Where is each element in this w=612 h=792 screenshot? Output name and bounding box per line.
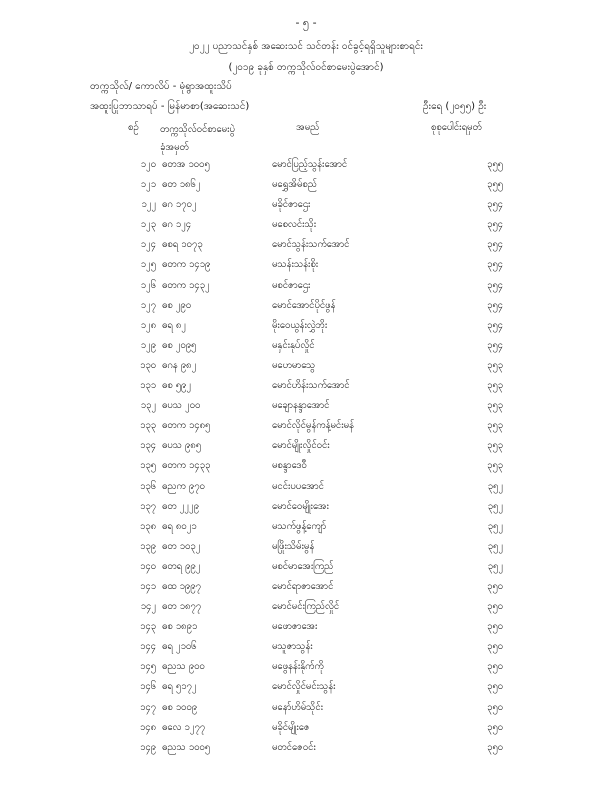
student-name-cell: မသက်ဖွန့်ကျော် <box>272 520 327 532</box>
header-serial-no: စဉ် <box>128 122 139 133</box>
student-name-cell: မောင်ရာဇာအောင် <box>272 580 334 592</box>
roll-number-cell: ဓစ ၂၉၀ <box>162 299 192 311</box>
table-row <box>0 435 612 455</box>
serial-no-cell: ၁၃၁ <box>139 380 156 392</box>
serial-no-cell: ၁၄၉ <box>139 741 156 753</box>
serial-no-cell: ၁၄၀ <box>139 560 156 572</box>
serial-no-cell: ၁၃၄ <box>139 440 156 452</box>
student-name-cell: မခိုင်မျိုးဇေ <box>272 721 310 733</box>
table-row <box>0 596 612 616</box>
student-name-cell: မောင်ဝေမျိုးအေး <box>272 500 329 512</box>
student-name-cell: မစေလင်းသိုး <box>272 219 317 231</box>
serial-no-cell: ၁၂၁ <box>140 179 156 191</box>
total-marks-cell: ၃၅၄ <box>486 279 503 291</box>
total-marks-cell: ၃၅၂ <box>487 540 503 552</box>
major-subject-line: အထူးပြုဘာသာရပ် - မြန်မာစာ(အဆေးသင်) <box>90 101 250 112</box>
student-name-cell: မောင်ဟိန်းသက်အောင် <box>272 380 350 392</box>
student-name-cell: မတင်ဇေဝင်း <box>272 741 316 753</box>
serial-no-cell: ၁၃၆ <box>139 480 156 492</box>
total-marks-cell: ၃၅၃ <box>486 440 503 452</box>
serial-no-cell: ၁၄၆ <box>139 681 156 693</box>
table-row <box>0 174 612 194</box>
roll-number-cell: ဓတက ၁၄၃၂ <box>162 279 210 291</box>
total-marks-cell: ၃၅၀ <box>486 721 503 733</box>
serial-no-cell: ၁၃၃ <box>139 420 156 432</box>
table-row <box>0 415 612 435</box>
roll-number-cell: ဓစ ၁၈၉၁ <box>162 621 198 633</box>
serial-no-cell: ၁၂၅ <box>140 259 156 271</box>
serial-no-cell: ၁၄၄ <box>139 641 156 653</box>
roll-number-cell: ဓစ ၁၀၀၉ <box>162 701 198 713</box>
serial-no-cell: ၁၄၁ <box>139 580 156 592</box>
student-name-cell: မိုးဝေယွန်းလွှဲဘိုး <box>272 319 328 331</box>
roll-number-cell: ဓတ ၁၈၇၇ <box>162 601 202 613</box>
student-name-cell: မနှင်းနုပ်လှိုင် <box>272 339 315 351</box>
total-marks-cell: ၃၅၄ <box>486 319 503 331</box>
roll-number-cell: ဓတ ၂၂၂၉ <box>162 500 199 512</box>
serial-no-cell: ၁၄၃ <box>139 621 156 633</box>
total-marks-cell: ၃၅၀ <box>486 701 503 713</box>
roll-number-cell: ဓစရ ၁၀၇၃ <box>162 239 203 251</box>
table-row <box>0 295 612 315</box>
student-name-cell: မောင်ပြည့်သွန်းအောင် <box>272 159 348 170</box>
student-name-cell: မောင်အောင်ပိုင်ဖွန် <box>272 299 336 311</box>
table-row <box>0 656 612 676</box>
roll-number-cell: ဓရ ၅၁၇၂ <box>162 681 197 693</box>
total-marks-cell: ၃၅၀ <box>486 741 503 753</box>
total-marks-cell: ၃၅၂ <box>487 500 503 512</box>
serial-no-cell: ၁၂၉ <box>140 339 156 351</box>
serial-no-cell: ၁၂၂ <box>141 199 156 211</box>
serial-no-cell: ၁၃၀ <box>139 359 156 371</box>
serial-no-cell: ၁၄၇ <box>139 701 156 713</box>
roll-number-cell: ဓညသ ၁၀၀၅ <box>162 741 211 753</box>
table-row <box>0 275 612 295</box>
student-name-cell: မဖောဇာအေး <box>272 621 318 633</box>
total-marks-cell: ၃၅၂ <box>487 520 503 532</box>
student-name-cell: မသန်းသန်းစိုး <box>272 259 319 271</box>
roll-number-cell: ဓစ ၂၀၉၅ <box>162 339 197 351</box>
table-row <box>0 697 612 717</box>
student-name-cell: မသူဇာသွန်း <box>272 641 313 653</box>
student-name-cell: မောင်သွန်းသက်အောင် <box>272 239 350 251</box>
table-row <box>0 154 612 174</box>
table-row <box>0 355 612 375</box>
total-marks-cell: ၃၅၄ <box>486 299 503 311</box>
student-name-cell: မရွှေအိမ်စည် <box>272 179 317 191</box>
roll-number-cell: ဓတအ ၁၀၀၅ <box>162 159 210 170</box>
roll-number-cell: ဓညသ ၉၀၀ <box>162 661 205 673</box>
serial-no-cell: ၁၃၂ <box>140 400 156 412</box>
serial-no-cell: ၁၂၇ <box>140 299 156 311</box>
serial-no-cell: ၁၂၄ <box>140 239 156 251</box>
table-row <box>0 194 612 214</box>
table-row <box>0 556 612 576</box>
roll-number-cell: ဓပသ ၂၀၀ <box>162 400 201 412</box>
header-name: အမည် <box>296 122 320 133</box>
header-roll-number <box>160 121 235 157</box>
total-marks-cell: ၃၅၀ <box>486 661 503 673</box>
table-row <box>0 616 612 636</box>
serial-no-cell: ၁၄၅ <box>139 661 156 673</box>
table-row <box>0 717 612 737</box>
roll-number-cell: ဓထ ၁၉၉၇ <box>162 580 201 592</box>
total-marks-cell: ၃၅၄ <box>486 219 503 231</box>
student-name-cell: မစင်ဇာဌေး <box>272 279 311 291</box>
table-row <box>0 476 612 496</box>
table-row <box>0 737 612 757</box>
roll-number-cell: ဓစ ၅၉၂ <box>162 380 192 392</box>
total-marks-cell: ၃၅၃ <box>486 359 503 371</box>
total-marks-cell: ၃၅၀ <box>486 681 503 693</box>
table-row <box>0 315 612 335</box>
roll-number-cell: ဓရ ၂၁၀၆ <box>162 641 197 653</box>
total-marks-cell: ၃၅၄ <box>486 199 503 211</box>
roll-number-cell: ဓတရ ၉၉၂ <box>162 560 201 572</box>
total-marks-cell: ၃၅၀ <box>486 621 503 633</box>
serial-no-cell: ၁၃၅ <box>139 460 156 472</box>
total-marks-cell: ၃၅၄ <box>486 339 503 351</box>
student-name-cell: မောင်လှိုင်မင်းသွန်း <box>272 681 336 693</box>
total-marks-cell: ၃၅၃ <box>486 420 503 432</box>
document-subtitle: (၂၀၁၉ ခုနှစ် တက္ကသိုလ်ဝင်စာမေးပွဲအောင်) <box>228 62 384 73</box>
table-row <box>0 395 612 415</box>
table-row <box>0 214 612 234</box>
serial-no-cell: ၁၂၈ <box>140 319 156 331</box>
table-row <box>0 536 612 556</box>
table-row <box>0 516 612 536</box>
roll-number-cell: ဓဂန ၉၈၂ <box>162 359 197 371</box>
document-title: ၂၀၂၂ ပညာသင်နှစ် အဆေးသင် သင်တန်း ဝင်ခွင့်ရရှိသူများစာရင်း <box>189 41 423 52</box>
table-row <box>0 455 612 475</box>
table-row <box>0 576 612 596</box>
student-name-cell: မဖြိုးသိမ်းမွန် <box>272 540 315 552</box>
total-marks-cell: ၃၅၃ <box>486 400 503 412</box>
serial-no-cell: ၁၃၇ <box>139 500 156 512</box>
results-table <box>0 154 612 757</box>
header-roll-number-line2: ခုံအမှတ် <box>160 142 189 153</box>
student-name-cell: မနော်ဟိမ်သိုင်း <box>272 701 323 713</box>
university-line: တက္ကသိုလ်/ ကောလိပ် - မုံရွာအထူးသိပ် <box>90 81 232 92</box>
student-name-cell: မောင်မျိုးလှိုင်ဝင်း <box>272 440 330 452</box>
roll-number-cell: ဓတက ၁၄၁၉ <box>162 259 211 271</box>
roll-number-cell: ဓညက ၉၇၀ <box>162 480 205 492</box>
serial-no-cell: ၁၂၀ <box>140 159 156 170</box>
serial-no-cell: ၁၂၆ <box>140 279 156 291</box>
roll-number-cell: ဓတက ၁၄၃၃ <box>162 460 211 472</box>
table-row <box>0 496 612 516</box>
roll-number-cell: ဓတ ၁၈၆၂ <box>162 179 201 191</box>
table-row <box>0 375 612 395</box>
student-name-cell: မငင်းပပအောင် <box>272 480 324 492</box>
roll-number-cell: ဓရ ၈၀၂၁ <box>162 520 197 532</box>
total-marks-cell: ၃၅၄ <box>486 259 503 271</box>
roll-number-cell: ဓလေ ၁၂၇၇ <box>162 721 206 733</box>
total-marks-cell: ၃၅၂ <box>487 560 503 572</box>
student-name-cell: မစင်မာအေးကြည် <box>272 560 334 572</box>
serial-no-cell: ၁၂၃ <box>140 219 156 231</box>
total-marks-cell: ၃၅၃ <box>486 460 503 472</box>
total-marks-cell: ၃၅၃ <box>486 380 503 392</box>
header-total-marks: စုစုပေါင်းရမှတ် <box>431 122 482 133</box>
table-row <box>0 335 612 355</box>
student-name-cell: မောင်လိုင်မွန်ကန့်မင်းမန် <box>272 420 354 432</box>
student-name-cell: မစန္ဒာဒေဝီ <box>272 460 307 472</box>
total-marks-cell: ၃၅၂ <box>487 480 503 492</box>
total-marks-cell: ၃၅၄ <box>486 239 503 251</box>
serial-no-cell: ၁၄၈ <box>139 721 156 733</box>
total-marks-cell: ၃၅၀ <box>486 641 503 653</box>
student-name-cell: မောင်မင်းကြည်လှိုင် <box>272 601 340 613</box>
student-name-cell: မဖွေနန်းနိုက်ကို <box>272 661 324 673</box>
roll-number-cell: ဓတ ၁၀၃၂ <box>162 540 201 552</box>
student-name-cell: မဟေမာသွေ <box>272 359 316 371</box>
headcount-line: ဦးရေ (၂၀၅၅) ဦး <box>423 101 487 112</box>
header-roll-number-line1: တက္ကသိုလ်ဝင်စာမေးပွဲ <box>160 124 235 135</box>
serial-no-cell: ၁၃၈ <box>139 520 156 532</box>
table-row <box>0 234 612 254</box>
roll-number-cell: ဓတက ၁၄၈၅ <box>162 420 211 432</box>
student-name-cell: မချောနန္ဒာအောင် <box>272 400 330 412</box>
serial-no-cell: ၁၄၂ <box>140 601 156 613</box>
student-name-cell: မခိုင်ဇာဌေး <box>272 199 311 211</box>
total-marks-cell: ၃၅၅ <box>486 159 503 170</box>
total-marks-cell: ၃၅၅ <box>486 179 503 191</box>
roll-number-cell: ဓဂ ၁၇၀၂ <box>162 199 197 211</box>
table-row <box>0 676 612 696</box>
total-marks-cell: ၃၅၀ <box>486 580 503 592</box>
table-row <box>0 636 612 656</box>
serial-no-cell: ၁၃၉ <box>139 540 156 552</box>
roll-number-cell: ဓပသ ၉၈၅ <box>162 440 202 452</box>
table-row <box>0 254 612 274</box>
roll-number-cell: ဓရ ၈၂ <box>162 319 186 331</box>
roll-number-cell: ဓဂ ၁၂၄ <box>162 219 192 231</box>
page-number: - ၅ - <box>295 16 317 29</box>
total-marks-cell: ၃၅၀ <box>486 601 503 613</box>
